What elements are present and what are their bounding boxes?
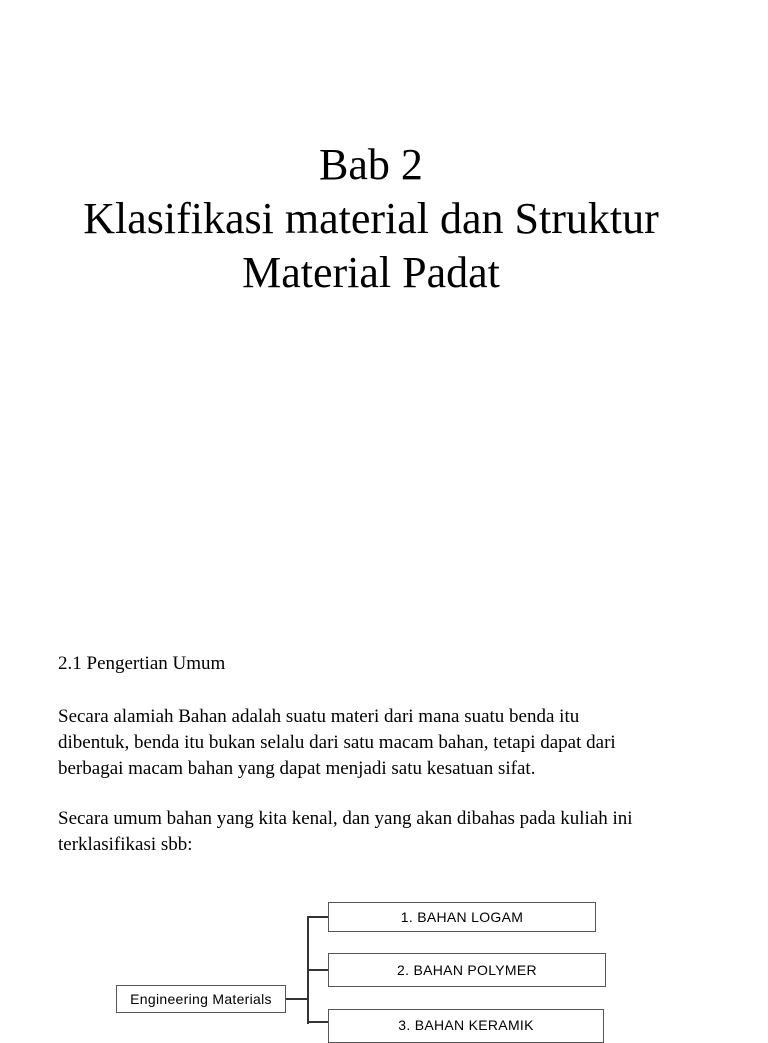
diagram-child-box: 1. BAHAN LOGAM	[328, 902, 596, 932]
paragraph-2-line: terklasifikasi sbb:	[58, 834, 193, 855]
paragraph-1-line: Secara alamiah Bahan adalah suatu materi dari mana suatu benda itu	[58, 706, 580, 727]
paragraph-1-line: berbagai macam bahan yang dapat menjadi satu kesatuan sifat.	[58, 758, 536, 779]
connector-branch-3	[307, 1021, 329, 1023]
chapter-number: Bab 2	[319, 140, 423, 189]
diagram-root-box: Engineering Materials	[116, 985, 286, 1013]
connector-branch-1	[307, 916, 329, 918]
chapter-title-line-1: Klasifikasi material dan Struktur	[83, 194, 659, 243]
paragraph-2-line: Secara umum bahan yang kita kenal, dan yang akan dibahas pada kuliah ini	[58, 808, 633, 829]
chapter-title-line-2: Material Padat	[242, 248, 500, 297]
diagram-child-box: 3. BAHAN KERAMIK	[328, 1009, 604, 1043]
diagram-child-box: 2. BAHAN POLYMER	[328, 953, 606, 987]
paragraph-1-line: dibentuk, benda itu bukan selalu dari satu macam bahan, tetapi dapat dari	[58, 732, 616, 753]
paragraph-2	[58, 806, 748, 858]
section-heading: 2.1 Pengertian Umum	[58, 653, 226, 674]
connector-branch-2	[307, 969, 329, 971]
chapter-title	[0, 138, 742, 300]
connector-root-horizontal	[286, 998, 308, 1000]
paragraph-1	[58, 704, 748, 782]
